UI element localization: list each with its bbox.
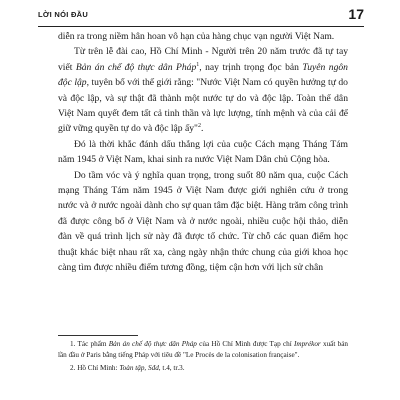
paragraph-2-text-a: Từ trên lễ đài cao, Hồ Chí Minh - Người trên 20 năm trước đã tự tay viết [58, 46, 348, 73]
footnote-divider [58, 335, 138, 336]
footnote-2-suffix: t.4, tr.3. [160, 363, 185, 372]
footnote-2-source: Toàn tập, Sđd, [119, 363, 161, 372]
footnote-ref-2[interactable]: 2 [197, 123, 201, 130]
paragraph-2-text-b: , nay trịnh trọng đọc bản [199, 61, 303, 73]
footnotes [58, 335, 348, 374]
chapter-title: LỜI NÓI ĐẦU [38, 9, 89, 19]
body-text [58, 29, 348, 276]
paragraph-1: diễn ra trong niềm hân hoan vô hạn của hàng chục vạn người Việt Nam. [58, 31, 335, 42]
paragraph-2 [58, 44, 348, 136]
footnote-1 [58, 339, 348, 362]
paragraph-2-text-c: , tuyên bố với thế giới rằng: "Nước Việt Nam có quyền hưởng tự do và độc lập, và sự thật đã thành một nước tự do và độc lập. Toàn thể dân Việt Nam quyết đem tất cả tinh thần và lực lượng, tính mệnh và của cải để giữ vững quyền tự do và độc lập ấy" [58, 77, 348, 135]
book-title-ban-an: Bản án chế độ thực dân Pháp [75, 61, 197, 73]
paragraph-3: Đó là thời khắc đánh dấu thắng lợi của cuộc Cách mạng Tháng Tám năm 1945 ở Việt Nam, khai sinh ra nước Việt Nam Dân chủ Cộng hòa. [58, 138, 348, 166]
footnote-1-journal: Imprékor [293, 340, 321, 348]
book-title-tuyen-ngon: Tuyên ngôn độc lập [58, 61, 348, 89]
footnote-1-suffix: xuất bản lần đầu ở Paris bằng tiếng Pháp với tiêu đề "Le Procès de la colonisation française". [58, 340, 348, 360]
footnote-2 [58, 363, 348, 374]
footnote-ref-1[interactable]: 1 [196, 61, 200, 68]
footnote-1-prefix: 1. Tác phẩm [70, 340, 109, 348]
page-number: 17 [348, 6, 364, 22]
footnote-1-title: Bản án chế độ thực dân Pháp [108, 340, 197, 348]
paragraph-2-text-d: . [200, 123, 204, 135]
running-header [38, 2, 364, 27]
footnote-2-prefix: 2. Hồ Chí Minh: [70, 363, 120, 372]
paragraph-4: Do tầm vóc và ý nghĩa quan trọng, trong suốt 80 năm qua, cuộc Cách mạng Tháng Tám năm 1945 ở Việt Nam được giới nghiên cứu ở trong nước và ở nước ngoài dành cho sự quan tâm đặc biệt. Hàng trăm công trình đã được công bố ở Việt Nam và ở nước ngoài, nhiều cuộc hội thảo, diễn đàn về quá trình lịch sử này đã được tổ chức. Từ chỗ các quan điểm học thuật khác biệt nhau rất xa, càng ngày nhận thức chung của giới khoa học càng tìm được nhiều điểm tương đồng, tiệm cận hơn với lịch sử chân [58, 169, 348, 274]
footnote-1-mid: của Hồ Chí Minh được Tạp chí [196, 340, 294, 348]
